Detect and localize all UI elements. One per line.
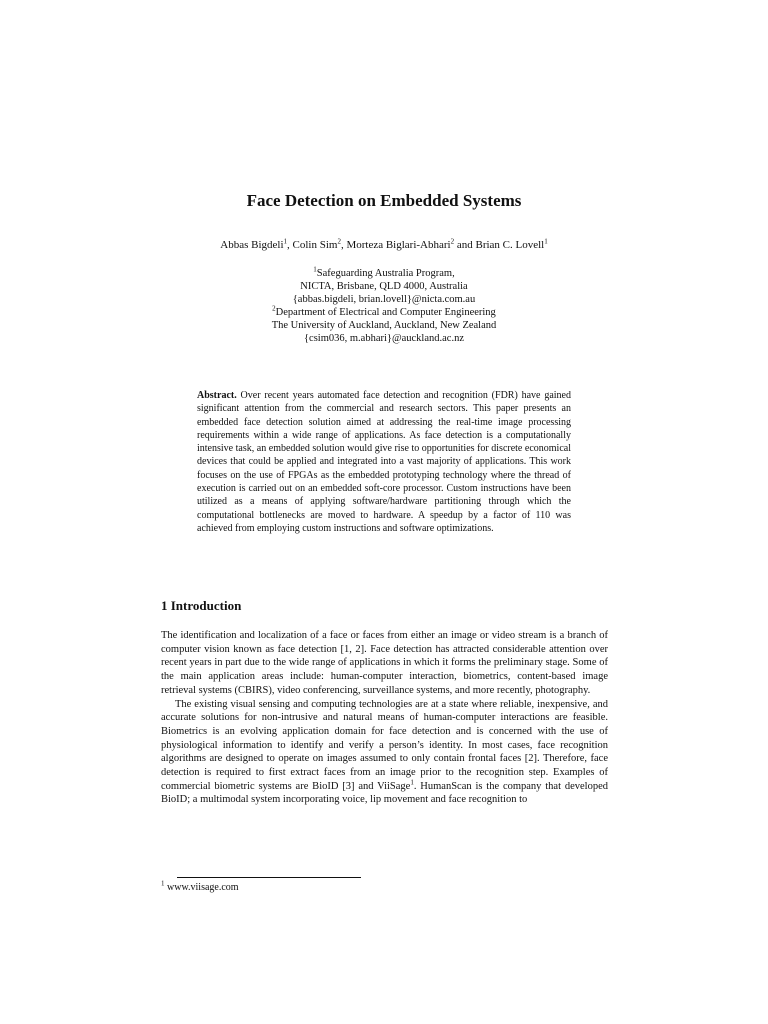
author-separator: , <box>287 239 293 251</box>
footnote <box>161 879 239 893</box>
author-separator: and <box>454 239 476 251</box>
paper-title: Face Detection on Embedded Systems <box>246 191 522 210</box>
affiliation-email: {csim036, m.abhari}@auckland.ac.nz <box>304 333 464 344</box>
affiliation-text: Safeguarding Australia Program, <box>316 268 455 279</box>
author-name: Morteza Biglari-Abhari <box>346 239 451 251</box>
affiliations <box>0 267 768 345</box>
section-body <box>161 629 608 807</box>
affiliation-text: Department of Electrical and Computer Engineering <box>275 307 496 318</box>
author-name: Brian C. Lovell <box>475 239 545 251</box>
affiliation-line <box>0 267 768 280</box>
footnote-mark: 1 <box>410 778 414 787</box>
abstract <box>197 389 571 535</box>
author-affiliation-mark: 1 <box>283 237 287 246</box>
abstract-label: Abstract. <box>197 390 237 401</box>
footnote-text: www.viisage.com <box>164 882 239 893</box>
paragraph: The identification and localization of a face or faces from either an image or video stream is a branch of computer vision known as face detection [1, 2]. Face detection has attracted considerable attention over recent years in part due to the wide range of applications in which it forms the preliminary stage. Some of the main application areas include: human-computer interaction, biometrics, content-based image retrieval systems (CBIRS), video conferencing, surveillance systems, and more recently, photography. <box>161 630 608 696</box>
affiliation-mark: 1 <box>313 265 317 274</box>
affiliation-line: The University of Auckland, Auckland, New Zealand <box>271 320 497 331</box>
author-list <box>0 239 768 251</box>
footnote-rule <box>177 877 361 878</box>
author-affiliation-mark: 1 <box>544 237 548 246</box>
paragraph-text: The existing visual sensing and computing technologies are at a state where reliable, inexpensive, and accurate solutions for non-intrusive and natural means of human-computer interactions are feasible. Biometrics is an evolving application domain for face detection and is concerned with the use of physiological information to identify and verify a person’s identity. In most cases, face recognition algorithms are designed to operate on images assumed to only contain frontal faces [2]. Therefore, face detection is required to first extract faces from an image prior to the recognition step. Examples of commercial biometric systems are BioID [3] and ViiSage <box>161 698 608 792</box>
author-separator: , <box>340 239 347 251</box>
footnote-mark: 1 <box>161 879 165 888</box>
abstract-text: Over recent years automated face detection and recognition (FDR) have gained significant attention from the commercial and research sectors. This paper presents an embedded face detection solution aimed at addressing the real-time image processing requirements within a wide range of applications. As face detection is a computationally intensive task, an embedded solution would give rise to opportunities for discrete economical devices that could be applied and integrated into a vast majority of applications. This work focuses on the use of FPGAs as the embedded prototyping technology where the thread of execution is carried out on an embedded soft-core processor. Custom instructions have been utilized as a means of applying software/hardware partitioning through which the computational bottlenecks are moved to hardware. A speedup by a factor of 110 was achieved from employing custom instructions and software optimizations. <box>197 390 571 534</box>
affiliation-email: {abbas.bigdeli, brian.lovell}@nicta.com.au <box>292 294 476 305</box>
paragraph <box>161 698 608 808</box>
affiliation-line <box>0 306 768 319</box>
author-affiliation-mark: 2 <box>337 237 341 246</box>
affiliation-line: NICTA, Brisbane, QLD 4000, Australia <box>300 281 468 292</box>
author-name: Colin Sim <box>292 239 338 251</box>
paragraph-text: . HumanScan is the company that developed BioID; a multimodal system incorporating voice, lip movement and face recognition to <box>161 780 608 806</box>
author-affiliation-mark: 2 <box>450 237 455 246</box>
affiliation-mark: 2 <box>272 304 276 313</box>
section-heading: 1 Introduction <box>161 598 242 613</box>
author-name: Abbas Bigdeli <box>220 239 284 251</box>
